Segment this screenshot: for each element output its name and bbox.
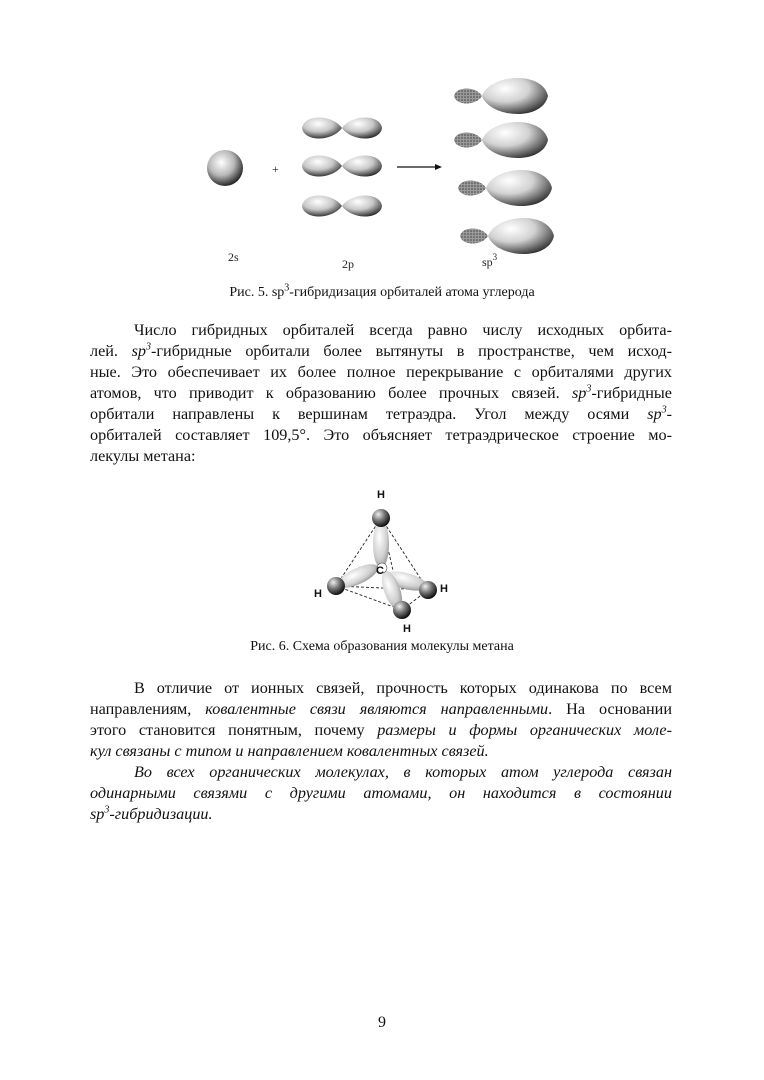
- label-2p: 2p: [342, 257, 354, 271]
- orbital-2s: [207, 150, 243, 186]
- arrow-icon: [397, 164, 442, 170]
- figure-methane-molecule: [306, 486, 458, 636]
- orbitals-2p: [302, 118, 382, 217]
- figure5-caption: Рис. 5. $sp^3$-гибридизация орбиталей атома углерода: [229, 282, 535, 300]
- orbitals-sp3: [454, 78, 554, 254]
- label-h-right: H: [440, 583, 448, 595]
- label-carbon: C: [376, 565, 384, 577]
- hydrogen-atom-bottom: [393, 601, 411, 619]
- label-h-top: H: [377, 489, 385, 501]
- plus-sign: +: [272, 162, 279, 176]
- figure6-caption: Рис. 6. Схема образования молекулы метана: [250, 639, 514, 654]
- label-h-left: H: [314, 588, 322, 600]
- paragraph-sp3-conclusion: Во всех органических молекулах, в которых атом углерода связан одинарными связями с другими атомами, он находится в состоянии $sp^3$-гибридизации.: [90, 763, 672, 823]
- label-sp3: $sp^3$: [482, 252, 498, 269]
- page-number: 9: [378, 1014, 386, 1031]
- hydrogen-atom-top: [372, 509, 390, 527]
- hydrogen-atom-right: [419, 581, 437, 599]
- label-h-bottom: H: [403, 623, 411, 635]
- figure-sp3-hybridization: [190, 78, 590, 283]
- paragraph-hybrid-orbitals: Число гибридных орбиталей всегда равно числу исходных орбита- лей. $sp^3$-гибридные орбитали более вытянуты в пространстве, чем исход- ные. Это обеспечивает их более полное перекрывание с орбиталями других атомов, что приводит к образованию более прочных связей. $sp^3$-гибридные орбитали направлены к вершинам тетраэдра. Угол между осями $sp^3-$ орбиталей составляет 109,5°. Это объясняет тетраэдрическое строение мо- лекулы метана:: [90, 321, 672, 465]
- label-2s: 2s: [228, 250, 239, 264]
- hydrogen-atom-left: [327, 577, 345, 595]
- paragraph-covalent-bonds: В отличие от ионных связей, прочность которых одинакова по всем направлениям, ковалентные связи являются направленными. На основании этого становится понятным, почему размеры и формы органических моле- кул связаны с типом и направлением ковалентных связей.: [90, 679, 672, 760]
